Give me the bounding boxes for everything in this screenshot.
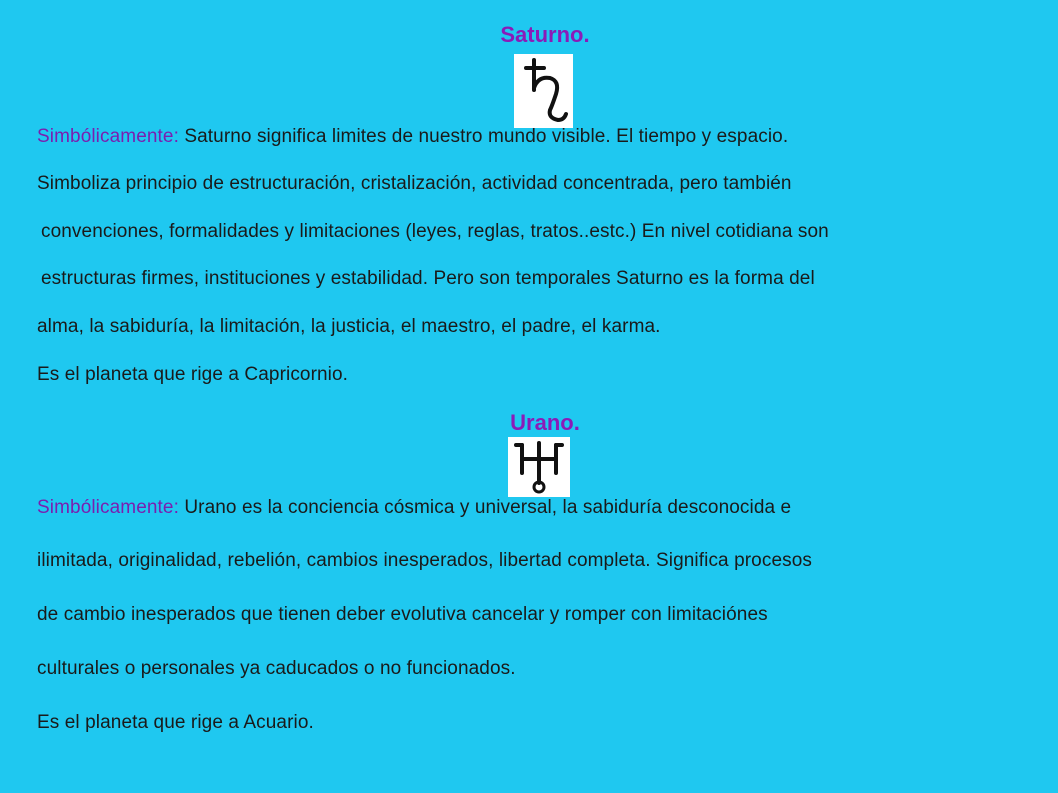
urano-label: Simbólicamente: — [37, 497, 179, 518]
saturn-symbol-icon — [514, 54, 573, 128]
urano-text-line-1 — [37, 497, 791, 519]
urano-line-1-text: Urano es la conciencia cósmica y universal, la sabiduría desconocida e — [178, 497, 792, 518]
uranus-symbol-icon — [508, 437, 570, 497]
saturno-text-line-1 — [37, 126, 788, 148]
saturno-title: Saturno. — [500, 22, 590, 47]
saturno-text-line-3: convenciones, formalidades y limitaciones (leyes, reglas, tratos..estc.) En nivel cotidiana son — [41, 221, 829, 242]
urano-text-line-3: de cambio inesperados que tienen deber evolutiva cancelar y romper con limitaciónes — [37, 604, 768, 625]
saturno-text-line-5: alma, la sabiduría, la limitación, la justicia, el maestro, el padre, el karma. — [37, 316, 661, 337]
saturno-line-1-text: Saturno significa limites de nuestro mundo visible. El tiempo y espacio. — [178, 126, 789, 147]
urano-footer: Es el planeta que rige a Acuario. — [37, 712, 314, 733]
urano-title: Urano. — [510, 410, 580, 435]
saturno-text-line-4: estructuras firmes, instituciones y estabilidad. Pero son temporales Saturno es la forma del — [41, 268, 815, 289]
saturno-text-line-2: Simboliza principio de estructuración, cristalización, actividad concentrada, pero también — [37, 173, 792, 194]
urano-text-line-4: culturales o personales ya caducados o no funcionados. — [37, 658, 516, 679]
saturno-footer: Es el planeta que rige a Capricornio. — [37, 364, 349, 385]
urano-text-line-2: ilimitada, originalidad, rebelión, cambios inesperados, libertad completa. Significa procesos — [37, 550, 812, 571]
saturno-label: Simbólicamente: — [37, 126, 179, 147]
